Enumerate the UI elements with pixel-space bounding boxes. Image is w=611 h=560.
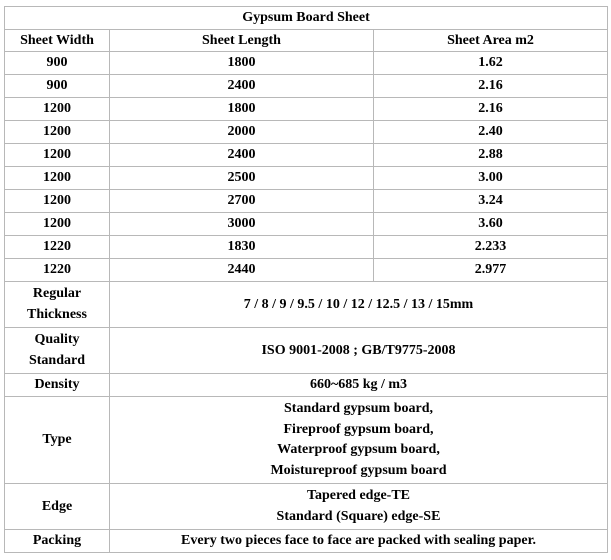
cell-width: 1200	[5, 121, 110, 144]
cell-area: 2.977	[374, 259, 608, 282]
type-values	[110, 397, 608, 484]
thickness-label-line2: Thickness	[27, 306, 87, 322]
density-row	[5, 374, 608, 397]
header-sheet-length: Sheet Length	[110, 30, 374, 52]
cell-area: 1.62	[374, 52, 608, 75]
cell-area: 3.24	[374, 190, 608, 213]
cell-width: 1200	[5, 167, 110, 190]
table-row	[5, 213, 608, 236]
cell-width: 1220	[5, 259, 110, 282]
cell-length: 2000	[110, 121, 374, 144]
table-row	[5, 121, 608, 144]
edge-value-tapered: Tapered edge-TE	[306, 488, 411, 503]
table-row	[5, 259, 608, 282]
cell-width: 1200	[5, 144, 110, 167]
packing-value: Every two pieces face to face are packed with sealing paper.	[110, 530, 608, 553]
cell-length: 1830	[110, 236, 374, 259]
table-row	[5, 52, 608, 75]
packing-label: Packing	[5, 530, 110, 553]
table-row	[5, 190, 608, 213]
cell-length: 3000	[110, 213, 374, 236]
cell-width: 1200	[5, 98, 110, 121]
cell-length: 2400	[110, 75, 374, 98]
thickness-value: 7 / 8 / 9 / 9.5 / 10 / 12 / 12.5 / 13 / 15mm	[110, 282, 608, 328]
table-title: Gypsum Board Sheet	[5, 7, 608, 30]
table-row	[5, 75, 608, 98]
edge-row	[5, 484, 608, 530]
type-value-waterproof: Waterproof gypsum board,	[277, 442, 440, 457]
type-label: Type	[5, 397, 110, 484]
header-sheet-width: Sheet Width	[5, 30, 110, 52]
quality-label-line1: Quality	[34, 332, 80, 347]
quality-value: ISO 9001-2008 ; GB/T9775-2008	[110, 328, 608, 374]
cell-width: 900	[5, 75, 110, 98]
header-row	[5, 30, 608, 52]
type-row	[5, 397, 608, 484]
title-row	[5, 7, 608, 30]
type-value-moistureproof: Moistureproof gypsum board	[270, 462, 447, 478]
table-row	[5, 144, 608, 167]
cell-length: 1800	[110, 98, 374, 121]
cell-width: 1200	[5, 190, 110, 213]
thickness-label-line1: Regular	[32, 286, 82, 301]
cell-width: 1220	[5, 236, 110, 259]
table-row	[5, 98, 608, 121]
cell-length: 2700	[110, 190, 374, 213]
cell-area: 3.60	[374, 213, 608, 236]
gypsum-board-table	[4, 6, 608, 553]
type-value-standard: Standard gypsum board,	[284, 401, 433, 416]
thickness-label	[5, 282, 110, 328]
packing-row	[5, 530, 608, 553]
cell-length: 2400	[110, 144, 374, 167]
cell-width: 900	[5, 52, 110, 75]
cell-length: 1800	[110, 52, 374, 75]
cell-area: 2.88	[374, 144, 608, 167]
cell-width: 1200	[5, 213, 110, 236]
density-label: Density	[5, 374, 110, 397]
header-sheet-area: Sheet Area m2	[374, 30, 608, 52]
quality-row	[5, 328, 608, 374]
edge-value-square: Standard (Square) edge-SE	[276, 508, 441, 524]
cell-area: 3.00	[374, 167, 608, 190]
edge-label: Edge	[5, 484, 110, 530]
density-value: 660~685 kg / m3	[110, 374, 608, 397]
edge-values	[110, 484, 608, 530]
quality-label-line2: Standard	[28, 352, 86, 368]
cell-length: 2440	[110, 259, 374, 282]
table-row	[5, 236, 608, 259]
cell-area: 2.40	[374, 121, 608, 144]
quality-label	[5, 328, 110, 374]
type-value-fireproof: Fireproof gypsum board,	[283, 421, 434, 437]
cell-area: 2.16	[374, 75, 608, 98]
cell-area: 2.16	[374, 98, 608, 121]
thickness-row	[5, 282, 608, 328]
cell-length: 2500	[110, 167, 374, 190]
cell-area: 2.233	[374, 236, 608, 259]
table-row	[5, 167, 608, 190]
